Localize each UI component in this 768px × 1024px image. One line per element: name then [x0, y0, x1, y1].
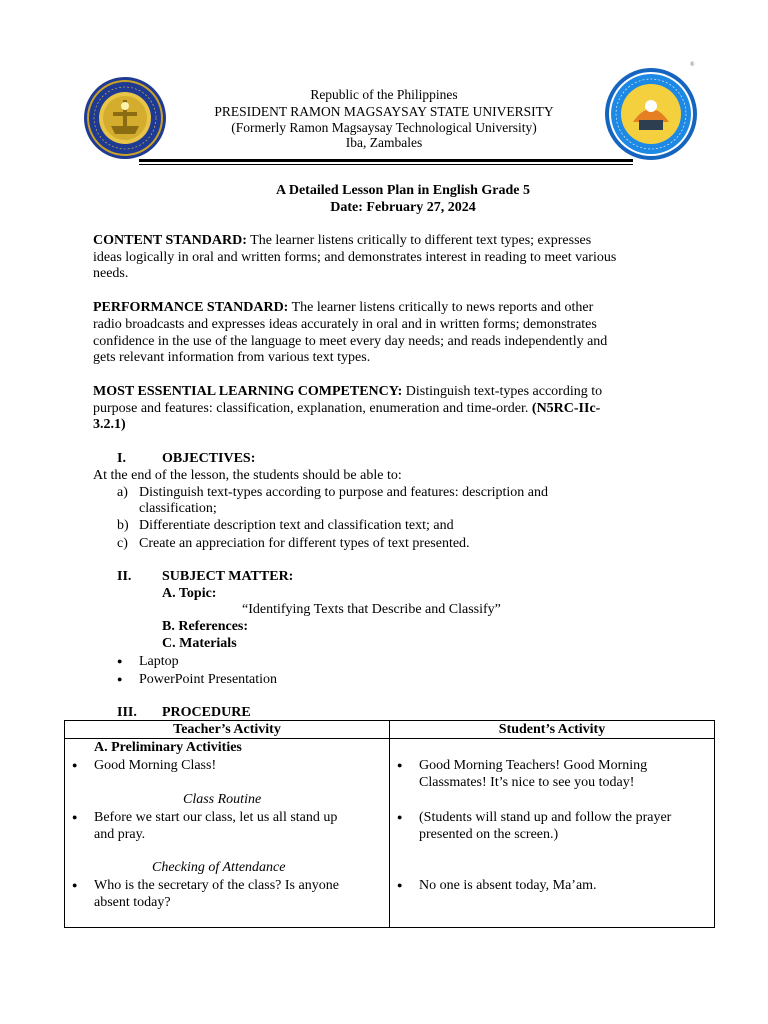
content-standard-line-1: CONTENT STANDARD: The learner listens critically to different text types; expresses [93, 233, 592, 248]
checking-attendance-title: Checking of Attendance [152, 860, 286, 875]
objective-c-line-1: Create an appreciation for different types of text presented. [139, 536, 470, 551]
objective-a-line-2: classification; [139, 501, 217, 516]
melc-line-1: MOST ESSENTIAL LEARNING COMPETENCY: Distinguish text-types according to [93, 384, 603, 399]
bullet-icon: ● [397, 760, 403, 770]
bullet-icon: ● [72, 812, 78, 822]
subject-matter-numeral: II. [117, 569, 132, 584]
procedure-numeral: III. [117, 705, 137, 720]
teacher-activity-header: Teacher’s Activity [65, 721, 390, 739]
procedure-heading: PROCEDURE [162, 705, 251, 720]
content-standard-line-2: ideas logically in oral and written forms; and demonstrates interest in reading to meet various [93, 250, 617, 265]
preliminary-activities-label: A. Preliminary Activities [94, 740, 242, 755]
republic-line: Republic of the Philippines [310, 87, 458, 102]
university-name: PRESIDENT RAMON MAGSAYSAY STATE UNIVERSITY [214, 104, 554, 119]
material-item: PowerPoint Presentation [139, 672, 278, 687]
materials-label: C. Materials [162, 636, 237, 651]
objective-a-line-1: Distinguish text-types according to purpose and features: description and [139, 485, 549, 500]
student-greeting-line-1: Good Morning Teachers! Good Morning [419, 758, 648, 773]
performance-standard-line-1: PERFORMANCE STANDARD: The learner listens critically to news reports and other [93, 300, 594, 315]
melc-line-3: 3.2.1) [93, 417, 126, 432]
objectives-heading: OBJECTIVES: [162, 451, 256, 466]
student-prayer-line-2: presented on the screen.) [419, 827, 559, 842]
teacher-prayer-line-1: Before we start our class, let us all stand up [94, 810, 338, 825]
material-item: Laptop [139, 654, 179, 669]
class-routine-title: Class Routine [183, 792, 262, 807]
teacher-attendance-line-1: Who is the secretary of the class? Is anyone [94, 878, 339, 893]
registered-mark: ® [690, 62, 695, 68]
performance-standard-line-3: confidence in the use of the language to meet every day needs; and reads independently and [93, 334, 608, 349]
header-rule-thick [139, 159, 633, 162]
teacher-greeting: Good Morning Class! [94, 758, 217, 773]
student-activity-cell [390, 739, 715, 928]
performance-standard-line-4: gets relevant information from various text types. [93, 350, 371, 365]
formerly-line: (Formerly Ramon Magsaysay Technological University) [231, 120, 537, 135]
objective-marker-b: b) [117, 518, 129, 533]
student-activity-header: Student’s Activity [390, 721, 715, 739]
objectives-numeral: I. [117, 451, 126, 466]
bullet-icon: ● [397, 880, 403, 890]
objective-marker-c: c) [117, 536, 128, 551]
content-standard-line-3: needs. [93, 266, 129, 281]
location-line: Iba, Zambales [345, 135, 423, 150]
teacher-activity-cell [65, 739, 390, 928]
procedure-table [64, 720, 715, 928]
objective-marker-a: a) [117, 485, 128, 500]
student-prayer-line-1: (Students will stand up and follow the prayer [419, 810, 672, 825]
student-greeting-line-2: Classmates! It’s nice to see you today! [419, 775, 635, 790]
bullet-icon: ● [117, 656, 123, 666]
teacher-prayer-line-2: and pray. [94, 827, 146, 842]
lesson-plan-date: Date: February 27, 2024 [330, 200, 476, 215]
topic-label: A. Topic: [162, 586, 217, 601]
references-label: B. References: [162, 619, 249, 634]
bullet-icon: ● [72, 760, 78, 770]
lesson-plan-title: A Detailed Lesson Plan in English Grade 5 [276, 183, 530, 198]
header-rule-thin [139, 164, 633, 165]
teacher-attendance-line-2: absent today? [94, 895, 171, 910]
bullet-icon: ● [117, 674, 123, 684]
subject-matter-heading: SUBJECT MATTER: [162, 569, 294, 584]
objectives-intro: At the end of the lesson, the students should be able to: [93, 468, 402, 483]
objective-b-line-1: Differentiate description text and classification text; and [139, 518, 454, 533]
bullet-icon: ● [397, 812, 403, 822]
performance-standard-line-2: radio broadcasts and expresses ideas accurately in oral and in written forms; demonstrates [93, 317, 597, 332]
student-attendance: No one is absent today, Ma’am. [419, 878, 597, 893]
topic-text: “Identifying Texts that Describe and Classify” [242, 602, 501, 617]
melc-line-2: purpose and features: classification, explanation, enumeration and time-order. (N5RC-IIc- [93, 401, 601, 416]
bullet-icon: ● [72, 880, 78, 890]
